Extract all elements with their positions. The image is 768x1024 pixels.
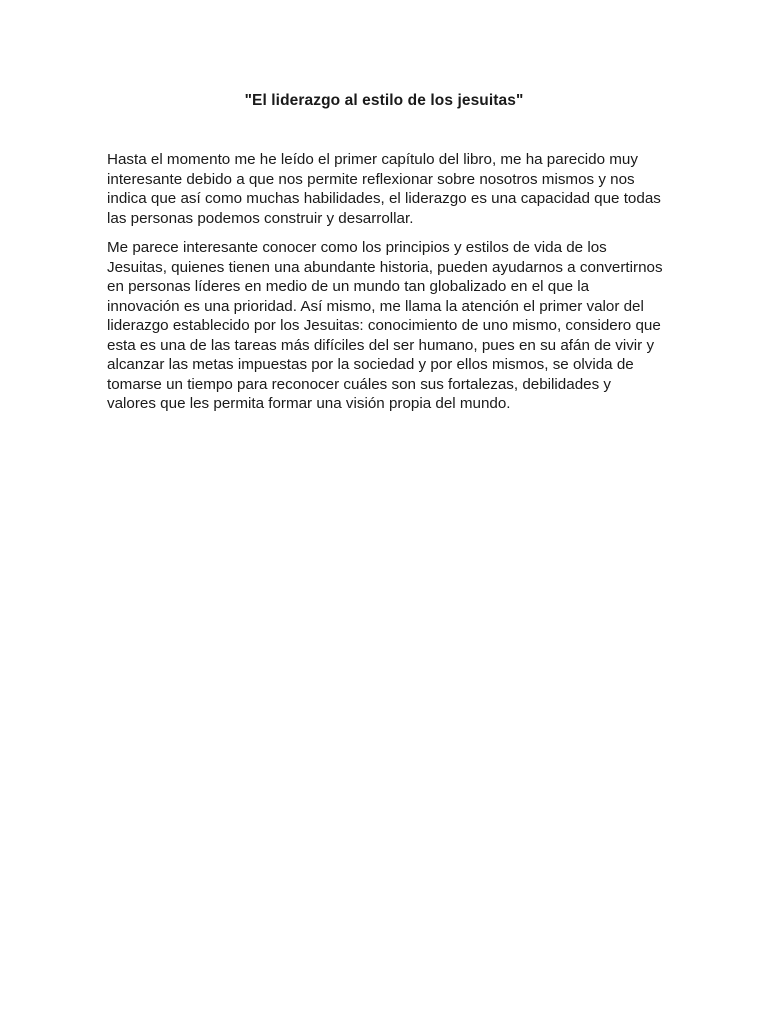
document-body (107, 150, 663, 424)
paragraph-2: Me parece interesante conocer como los principios y estilos de vida de los Jesuitas, quienes tienen una abundante historia, pueden ayudarnos a convertirnos en personas líderes en medio de un mundo tan globalizado en el que la innovación es una prioridad. Así mismo, me llama la atención el primer valor del liderazgo establecido por los Jesuitas: conocimiento de uno mismo, considero que esta es una de las tareas más difíciles del ser humano, pues en su afán de vivir y alcanzar las metas impuestas por la sociedad y por ellos mismos, se olvida de tomarse un tiempo para reconocer cuáles son sus fortalezas, debilidades y valores que les permita formar una visión propia del mundo. (107, 239, 663, 412)
paragraph-1: Hasta el momento me he leído el primer capítulo del libro, me ha parecido muy interesante debido a que nos permite reflexionar sobre nosotros mismos y nos indica que así como muchas habilidades, el liderazgo es una capacidad que todas las personas podemos construir y desarrollar. (107, 151, 661, 227)
document-title: "El liderazgo al estilo de los jesuitas" (244, 92, 524, 109)
